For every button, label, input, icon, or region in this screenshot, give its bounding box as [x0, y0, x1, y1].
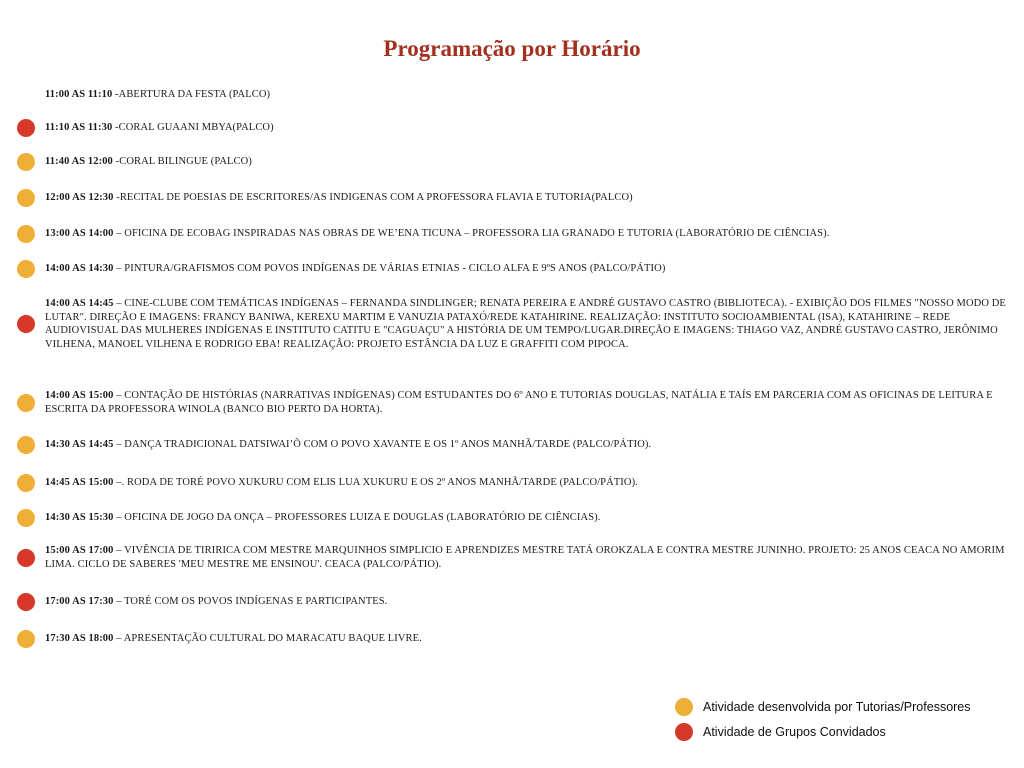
schedule-time: 14:00 AS 14:45 — [45, 298, 114, 309]
schedule-item — [16, 629, 1016, 649]
legend-dot-red — [675, 723, 693, 741]
schedule-time: 11:00 AS 11:10 — [45, 89, 113, 101]
activity-dot — [17, 315, 35, 333]
schedule-description: – TORÉ COM OS POVOS INDÍGENAS E PARTICIPANTES. — [113, 596, 388, 608]
schedule-text — [45, 389, 1016, 416]
schedule-time: 17:00 AS 17:30 — [45, 596, 114, 608]
schedule-text — [45, 88, 1016, 102]
activity-dot — [17, 260, 35, 278]
activity-dot — [17, 394, 35, 412]
schedule-time: 11:10 AS 11:30 — [45, 122, 113, 134]
schedule-text — [45, 438, 1016, 452]
schedule-item — [16, 473, 1016, 493]
schedule-time: 12:00 AS 12:30 — [45, 192, 114, 204]
schedule-time: 14:30 AS 14:45 — [45, 439, 114, 451]
schedule-description: – OFICINA DE JOGO DA ONÇA – PROFESSORES LUIZA E DOUGLAS (LABORATÓRIO DE CIÊNCIAS). — [113, 512, 601, 524]
legend-label-tutorias: Atividade desenvolvida por Tutorias/Professores — [703, 700, 971, 714]
schedule-item — [16, 297, 1016, 351]
schedule-description: – DANÇA TRADICIONAL DATSIWAI’Õ COM O POVO XAVANTE E OS 1º ANOS MANHÃ/TARDE (PALCO/PÁTIO). — [113, 439, 652, 451]
schedule-description: – APRESENTAÇÃO CULTURAL DO MARACATU BAQUE LIVRE. — [113, 633, 422, 645]
schedule-item — [16, 389, 1016, 416]
schedule-item — [16, 118, 1016, 138]
schedule-description: -ABERTURA DA FESTA (PALCO) — [112, 89, 271, 101]
legend-label-convidados: Atividade de Grupos Convidados — [703, 725, 886, 739]
schedule-description: –. RODA DE TORÉ POVO XUKURU COM ELIS LUA XUKURU E OS 2º ANOS MANHÃ/TARDE (PALCO/PÁTIO). — [113, 477, 638, 489]
schedule-text — [45, 191, 1016, 205]
schedule-time: 17:30 AS 18:00 — [45, 633, 114, 645]
schedule-time: 14:30 AS 15:30 — [45, 512, 114, 524]
schedule-item — [16, 85, 1016, 105]
schedule-text — [45, 227, 1016, 241]
schedule-time: 13:00 AS 14:00 — [45, 228, 114, 240]
activity-dot — [17, 189, 35, 207]
legend-item-tutorias — [675, 698, 971, 716]
schedule-description: -RECITAL DE POESIAS DE ESCRITORES/AS INDIGENAS COM A PROFESSORA FLAVIA E TUTORIA(PALCO) — [113, 192, 633, 204]
schedule-description: – VIVÊNCIA DE TIRIRICA COM MESTRE MARQUINHOS SIMPLICIO E APRENDIZES MESTRE TATÁ OROKZALA E CONTRA MESTRE JUNINHO. PROJETO: 25 ANOS CEACA NO AMORIM LIMA. CICLO DE SABERES 'MEU MESTRE ME ENSINOU'. CEACA (PALCO/PÁTIO). — [45, 545, 1005, 570]
schedule-time: 14:00 AS 15:00 — [45, 390, 114, 401]
schedule-text — [45, 632, 1016, 646]
schedule-description: – OFICINA DE ECOBAG INSPIRADAS NAS OBRAS DE WE’ENA TICUNA – PROFESSORA LIA GRANADO E TUTORIA (LABORATÓRIO DE CIÊNCIAS). — [113, 228, 830, 240]
schedule-text — [45, 476, 1016, 490]
activity-dot — [17, 509, 35, 527]
legend-item-convidados — [675, 723, 886, 741]
schedule-item — [16, 544, 1016, 571]
schedule-text — [45, 262, 1016, 276]
activity-dot — [17, 119, 35, 137]
schedule-item — [16, 508, 1016, 528]
activity-dot — [17, 474, 35, 492]
schedule-item — [16, 188, 1016, 208]
activity-dot — [17, 436, 35, 454]
legend-dot-orange — [675, 698, 693, 716]
schedule-time: 14:45 AS 15:00 — [45, 477, 114, 489]
activity-dot — [17, 593, 35, 611]
schedule-description: – CINE-CLUBE COM TEMÁTICAS INDÍGENAS – FERNANDA SINDLINGER; RENATA PEREIRA E ANDRÉ GUSTAVO CASTRO (BIBLIOTECA). - EXIBIÇÃO DOS FILMES "NOSSO MODO DE LUTAR". DIREÇÃO E IMAGENS: FRANCY BANIWA, KEREXU MARTIM E VANUZIA PATAXÓ/REDE KATAHIRINE. REALIZAÇÃO: INSTITUTO SOCIOAMBIENTAL (ISA), KATAHIRINE – REDE AUDIOVISUAL DAS MULHERES INDÍGENAS E INSTITUTO CATITU E "CAGUAÇU" A HISTÓRIA DE UM TEMPO/LUGAR.DIREÇÃO E IMAGENS: THIAGO VAZ, ANDRÉ GUSTAVO CASTRO, JERÔNIMO VILHENA, MANOEL VILHENA E RODRIGO EBA! REALIZAÇÃO: PROJETO ESTÂNCIA DA LUZ E GRAFFITI COM PIPOCA. — [45, 298, 1006, 350]
schedule-item — [16, 435, 1016, 455]
schedule-time: 15:00 AS 17:00 — [45, 545, 114, 556]
schedule-text — [45, 297, 1016, 351]
activity-dot — [17, 153, 35, 171]
schedule-description: -CORAL BILINGUE (PALCO) — [112, 156, 252, 168]
schedule-text — [45, 511, 1016, 525]
activity-dot — [17, 225, 35, 243]
schedule-description: – PINTURA/GRAFISMOS COM POVOS INDÍGENAS DE VÁRIAS ETNIAS - CICLO ALFA E 9ºS ANOS (PALCO/PÁTIO) — [113, 263, 666, 275]
schedule-item — [16, 224, 1016, 244]
schedule-text — [45, 544, 1016, 571]
schedule-time: 14:00 AS 14:30 — [45, 263, 114, 275]
activity-dot — [17, 549, 35, 567]
schedule-item — [16, 259, 1016, 279]
schedule-description: -CORAL GUAANI MBYA(PALCO) — [112, 122, 274, 134]
schedule-item — [16, 152, 1016, 172]
schedule-text — [45, 121, 1016, 135]
schedule-time: 11:40 AS 12:00 — [45, 156, 113, 168]
page-title: Programação por Horário — [383, 36, 641, 61]
schedule-text — [45, 155, 1016, 169]
activity-dot — [17, 630, 35, 648]
schedule-text — [45, 595, 1016, 609]
schedule-description: – CONTAÇÃO DE HISTÓRIAS (NARRATIVAS INDÍGENAS) COM ESTUDANTES DO 6º ANO E TUTORIAS DOUGLAS, NATÁLIA E TAÍS EM PARCERIA COM AS OFICINAS DE LEITURA E ESCRITA DA PROFESSORA WINOLA (BANCO BIO PERTO DA HORTA). — [45, 390, 993, 415]
schedule-item — [16, 592, 1016, 612]
